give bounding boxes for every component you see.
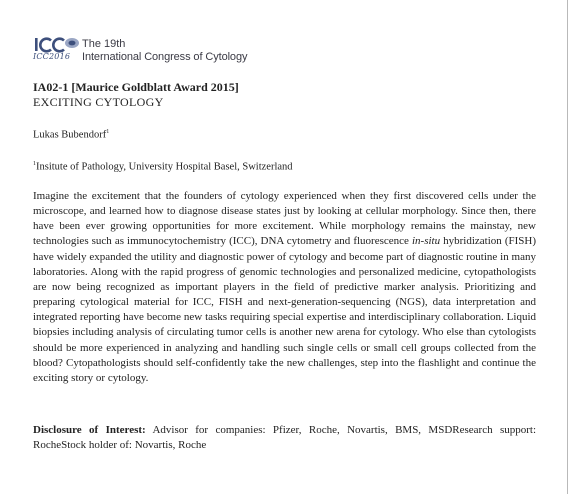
abstract-body-part1: Imagine the excitement that the founders of cytology experienced when they first discovered cells under the microscope, and learned how to diagnose disease states just by looking at cellular morphology. Since then, there have been ever growing opportunities for more excitement. While morphology remains the mainstay, new technologies such as immunocytochemistry (ICC), DNA cytometry and fluorescence — [33, 190, 536, 248]
disclosure-text: Advisor for companies: Pfizer, Roche, Novartis, BMS, MSDResearch support: RocheStock holder of: Novartis, Roche — [33, 424, 536, 452]
abstract-body-italic: in-situ — [411, 235, 441, 248]
affiliation-text: Insitute of Pathology, University Hospital Basel, Switzerland — [36, 161, 293, 173]
author-superscript: 1 — [106, 129, 110, 135]
congress-edition: The 19th — [82, 38, 126, 50]
disclosure-label: Disclosure of Interest: — [33, 424, 146, 436]
disclosure-paragraph — [33, 423, 536, 453]
page-edge-line — [567, 0, 568, 494]
affiliation-superscript: 1 — [33, 161, 36, 167]
congress-logo — [33, 36, 293, 70]
abstract-body-part2: hybridization (FISH) have widely expanded the utility and diagnostic power of cytology and become part of diagnostic routine in many laboratories. Along with the rapid progress of genomic technologies and personalized medicine, cytopathologists are now being recognized as important players in the field of predictive marker analysis. Prioritizing and preparing cytological material for ICC, FISH and next-generation-sequencing (NGS), data interpretation and integrated reporting have become new tasks requiring special expertise and interdisciplinary collaboration. Liquid biopsies including analysis of circulating tumor cells is another new arena for cytology. Who else than cytologists should be more experienced in analyzing and handling such single cells or small cell groups collected from the blood? Cytopathologists should self-confidently take the new challenges, step into the flashlight and continue the exciting story or cytology. — [33, 235, 536, 384]
abstract-body — [33, 189, 536, 386]
logo-year-text: ICC2016 — [33, 52, 71, 61]
congress-name: International Congress of Cytology — [82, 51, 248, 63]
author-line — [33, 126, 109, 142]
abstract-id-heading: IA02-1 [Maurice Goldblatt Award 2015] — [33, 80, 239, 94]
congress-title — [82, 38, 247, 64]
affiliation-line — [33, 158, 293, 174]
author-name: Lukas Bubendorf — [33, 129, 107, 141]
abstract-title: EXCITING CYTOLOGY — [33, 95, 164, 109]
